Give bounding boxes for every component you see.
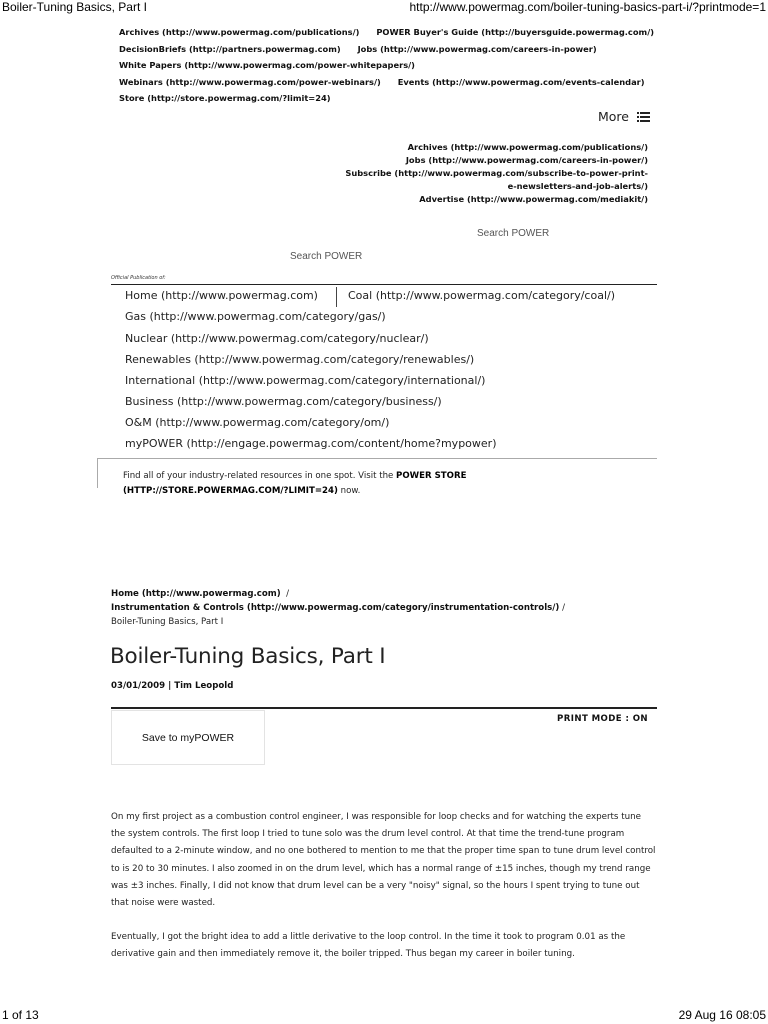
link-webinars[interactable]: Webinars (http://www.powermag.com/power-webinars/)	[119, 76, 381, 87]
search-button[interactable]: Search POWER	[477, 228, 550, 239]
nav-bottom-rule	[97, 458, 657, 459]
breadcrumb	[111, 587, 565, 629]
nav-item-om[interactable]: O&M (http://www.powermag.com/category/om/)	[125, 416, 390, 429]
search-input[interactable]: Search POWER	[290, 251, 363, 262]
nav-item-gas[interactable]: Gas (http://www.powermag.com/category/gas/)	[125, 310, 386, 323]
link-store[interactable]: Store (http://store.powermag.com/?limit=24)	[119, 93, 331, 103]
top-links-row	[119, 77, 668, 94]
print-page-title: Boiler-Tuning Basics, Part I	[2, 0, 147, 14]
nav-item-mypower[interactable]: myPOWER (http://engage.powermag.com/content/home?mypower)	[125, 437, 497, 450]
link-archives[interactable]: Archives (http://www.powermag.com/publications/)	[119, 27, 360, 37]
more-label: More	[598, 109, 629, 124]
article-body	[111, 809, 656, 981]
link-events[interactable]: Events (http://www.powermag.com/events-calendar)	[397, 76, 645, 87]
article-toolbar-rule	[111, 707, 657, 709]
article-title: Boiler-Tuning Basics, Part I	[110, 644, 386, 669]
nav-divider	[336, 287, 337, 307]
article-paragraph: On my first project as a combustion control engineer, I was responsible for loop checks and for watching the experts tune the system controls. The first loop I tried to tune solo was the drum level control. At that time the trend-tune program defaulted to a 2-minute window, and no one bothered to mention to me that the proper time span to tune drum level control to is 20 to 30 minutes. I also zoomed in on the drum level, which has a normal range of ±15 inches, though my trend range was ±3 inches. Finally, I did not know that drum level can be a very "noisy" signal, so the hours I spent trying to tune out that noise were wasted.	[111, 812, 656, 909]
store-link[interactable]: POWER STORE	[396, 471, 467, 481]
link-white-papers[interactable]: White Papers (http://www.powermag.com/power-whitepapers/)	[119, 60, 415, 70]
store-link-url[interactable]: (HTTP://STORE.POWERMAG.COM/?LIMIT=24)	[123, 486, 338, 496]
store-promo-suffix: now.	[337, 486, 361, 496]
breadcrumb-separator: /	[562, 603, 565, 613]
breadcrumb-home[interactable]: Home (http://www.powermag.com)	[111, 589, 281, 599]
store-promo	[123, 469, 543, 499]
link-archives-secondary[interactable]: Archives (http://www.powermag.com/publications/)	[407, 142, 648, 152]
save-to-mypower-button[interactable]: Save to myPOWER	[111, 710, 265, 765]
nav-item-nuclear[interactable]: Nuclear (http://www.powermag.com/category/nuclear/)	[125, 332, 429, 345]
top-links-row	[119, 44, 668, 61]
store-promo-text: Find all of your industry-related resources in one spot. Visit the	[123, 471, 397, 481]
link-jobs-secondary[interactable]: Jobs (http://www.powermag.com/careers-in-power/)	[405, 155, 648, 165]
link-decisionbriefs[interactable]: DecisionBriefs (http://partners.powermag.com)	[119, 43, 341, 54]
print-header	[0, 0, 768, 16]
top-links-row	[119, 60, 668, 77]
print-page-url: http://www.powermag.com/boiler-tuning-basics-part-i/?printmode=1	[409, 0, 766, 14]
store-box-border	[97, 458, 98, 488]
breadcrumb-current: Boiler-Tuning Basics, Part I	[111, 617, 224, 627]
print-footer	[0, 1008, 768, 1024]
print-page-count: 1 of 13	[2, 1008, 39, 1022]
link-advertise[interactable]: Advertise (http://www.powermag.com/mediakit/)	[419, 194, 648, 204]
nav-top-rule	[111, 284, 657, 285]
top-links-row	[119, 27, 668, 44]
nav-item-renewables[interactable]: Renewables (http://www.powermag.com/category/renewables/)	[125, 353, 475, 366]
nav-item-home[interactable]: Home (http://www.powermag.com)	[125, 289, 318, 302]
link-buyers-guide[interactable]: POWER Buyer's Guide (http://buyersguide.powermag.com/)	[376, 27, 655, 37]
more-menu-button[interactable]	[598, 109, 650, 124]
breadcrumb-category[interactable]: Instrumentation & Controls (http://www.powermag.com/category/instrumentation-controls/)	[111, 603, 560, 613]
official-publication-label: Official Publication of:	[111, 275, 166, 281]
link-subscribe-line-1: Subscribe (http://www.powermag.com/subscribe-to-power-print-	[345, 168, 648, 178]
print-mode-status: PRINT MODE : ON	[557, 714, 648, 724]
secondary-links	[308, 141, 648, 206]
link-jobs[interactable]: Jobs (http://www.powermag.com/careers-in-power)	[357, 43, 597, 54]
top-links-row	[119, 93, 668, 110]
top-utility-links	[119, 27, 668, 110]
nav-item-coal[interactable]: Coal (http://www.powermag.com/category/coal/)	[348, 289, 616, 302]
nav-item-business[interactable]: Business (http://www.powermag.com/category/business/)	[125, 395, 442, 408]
list-icon	[637, 110, 650, 120]
link-subscribe-line-2: e-newsletters-and-job-alerts/)	[507, 181, 648, 191]
breadcrumb-separator: /	[286, 589, 290, 599]
article-paragraph: Eventually, I got the bright idea to add a little derivative to the loop control. In the time it took to program 0.01 as the derivative gain and then immediately remove it, the boiler tripped. Thus began my career in boiler tuning.	[111, 932, 626, 960]
link-subscribe[interactable]	[308, 167, 648, 193]
article-byline: 03/01/2009 | Tim Leopold	[111, 681, 234, 691]
nav-item-international[interactable]: International (http://www.powermag.com/category/international/)	[125, 374, 486, 387]
print-date: 29 Aug 16 08:05	[678, 1008, 766, 1022]
